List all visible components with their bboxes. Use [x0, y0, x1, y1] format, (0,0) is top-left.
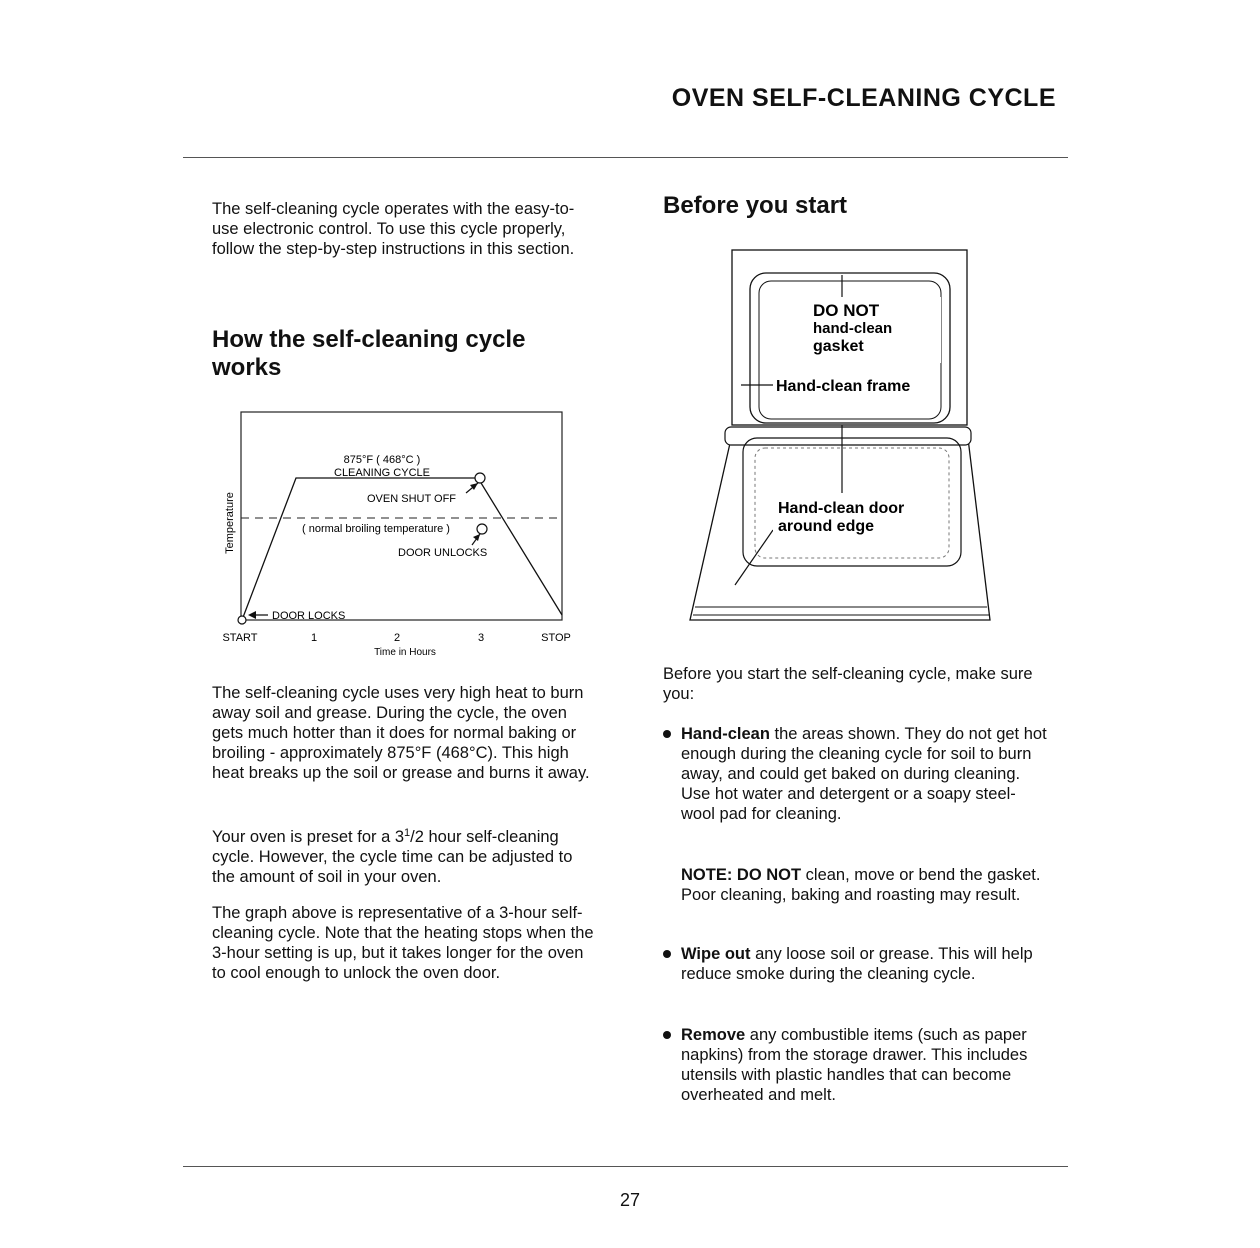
graph-frame: [241, 412, 562, 620]
wipe-out-bullet: [663, 944, 1048, 984]
bullet-text-remove: any combustible items (such as paper napkins) from the storage drawer. This includes utensils with plastic handles that can become overheated and melt.: [681, 1026, 1028, 1104]
oven-illustration: [685, 245, 1005, 630]
page-title: OVEN SELF-CLEANING CYCLE: [671, 84, 1056, 112]
bullet-bold-wipe-out: Wipe out: [681, 945, 751, 963]
before-lead-paragraph: Before you start the self-cleaning cycle, make sure you:: [663, 665, 1033, 703]
bullet-text-wipe-out: any loose soil or grease. This will help reduce smoke during the cleaning cycle.: [681, 945, 1033, 983]
normal-temp-label: ( normal broiling temperature ): [302, 523, 450, 535]
preset-fraction: 1: [404, 827, 411, 839]
bullet-bold-hand-clean: Hand-clean: [681, 725, 770, 743]
bottom-divider: [183, 1166, 1068, 1167]
note-bold: NOTE: DO NOT: [681, 866, 802, 884]
temperature-graph: [210, 405, 585, 660]
bullet-bold-remove: Remove: [681, 1026, 746, 1044]
door-hinge-edge: [725, 427, 971, 445]
bullet-icon: [663, 950, 671, 958]
preset-text-end: /2 hour self-cleaning cycle. However, the cycle time can be adjusted to the amount of soil in your oven.: [212, 828, 573, 886]
cleaning-cycle-label: CLEANING CYCLE: [334, 467, 430, 479]
gasket-note: [681, 865, 1046, 905]
x-tick-3: 3: [477, 632, 485, 644]
y-axis-label: Temperature: [224, 492, 236, 554]
x-tick-stop: STOP: [541, 632, 571, 644]
lock-arrowhead: [248, 611, 256, 619]
intro-paragraph: The self-cleaning cycle operates with the easy-to-use electronic control. To use this cycle properly, follow the step-by-step instructions in this section.: [212, 200, 575, 258]
x-tick-1: 1: [310, 632, 318, 644]
x-tick-start: START: [222, 632, 258, 644]
x-tick-2: 2: [393, 632, 401, 644]
door-locks-label: DOOR LOCKS: [272, 610, 346, 622]
bullet-text-hand-clean: the areas shown. They do not get hot enough during the cleaning cycle for soil to burn away, and could get baked on during cleaning. Use hot water and detergent or a soapy steel-wool pad for cleaning.: [681, 725, 1047, 823]
before-you-start-heading: Before you start: [663, 192, 848, 219]
frame-label: Hand-clean frame: [776, 378, 911, 395]
remove-bullet: [663, 1025, 1048, 1105]
unlock-arrowhead: [473, 534, 480, 541]
bullet-icon: [663, 1031, 671, 1039]
door-label-line2: around edge: [778, 518, 875, 535]
do-not-label: DO NOT: [813, 301, 880, 320]
graph-note-paragraph: The graph above is representative of a 3-hour self-cleaning cycle. Note that the heating stops when the 3-hour setting is up, but it takes longer for the oven to cool enough to unlock the oven door.: [212, 904, 594, 982]
shut-off-marker: [475, 473, 485, 483]
x-axis-label: Time in Hours: [374, 647, 436, 658]
how-it-works-heading: How the self-cleaning cycle works: [212, 326, 526, 381]
preset-paragraph: [212, 823, 597, 887]
door-unlocks-marker: [477, 524, 487, 534]
list-item: [663, 944, 1048, 984]
list-item: [663, 1025, 1048, 1105]
gasket-label: gasket: [813, 338, 864, 355]
door-label-line1: Hand-clean door: [778, 500, 905, 517]
preset-text-start: Your oven is preset for a 3: [212, 828, 405, 846]
top-divider: [183, 157, 1068, 158]
door-unlocks-label: DOOR UNLOCKS: [398, 547, 488, 559]
hand-clean-bullet: [663, 724, 1048, 824]
note-text: clean, move or bend the gasket. Poor cleaning, baking and roasting may result.: [681, 866, 1041, 904]
page-number: 27: [619, 1190, 641, 1210]
heat-paragraph: The self-cleaning cycle uses very high heat to burn away soil and grease. During the cycle, the oven gets much hotter than it does for normal baking or broiling - approximately 875°F (468°C). This high heat breaks up the soil or grease and burns it away.: [212, 684, 590, 782]
bullet-icon: [663, 730, 671, 738]
door-locks-marker: [238, 616, 246, 624]
list-item: [663, 724, 1048, 824]
hand-clean-label: hand-clean: [813, 320, 893, 337]
oven-shut-off-label: OVEN SHUT OFF: [367, 493, 457, 505]
peak-temp-label: 875°F ( 468°C ): [343, 454, 421, 466]
